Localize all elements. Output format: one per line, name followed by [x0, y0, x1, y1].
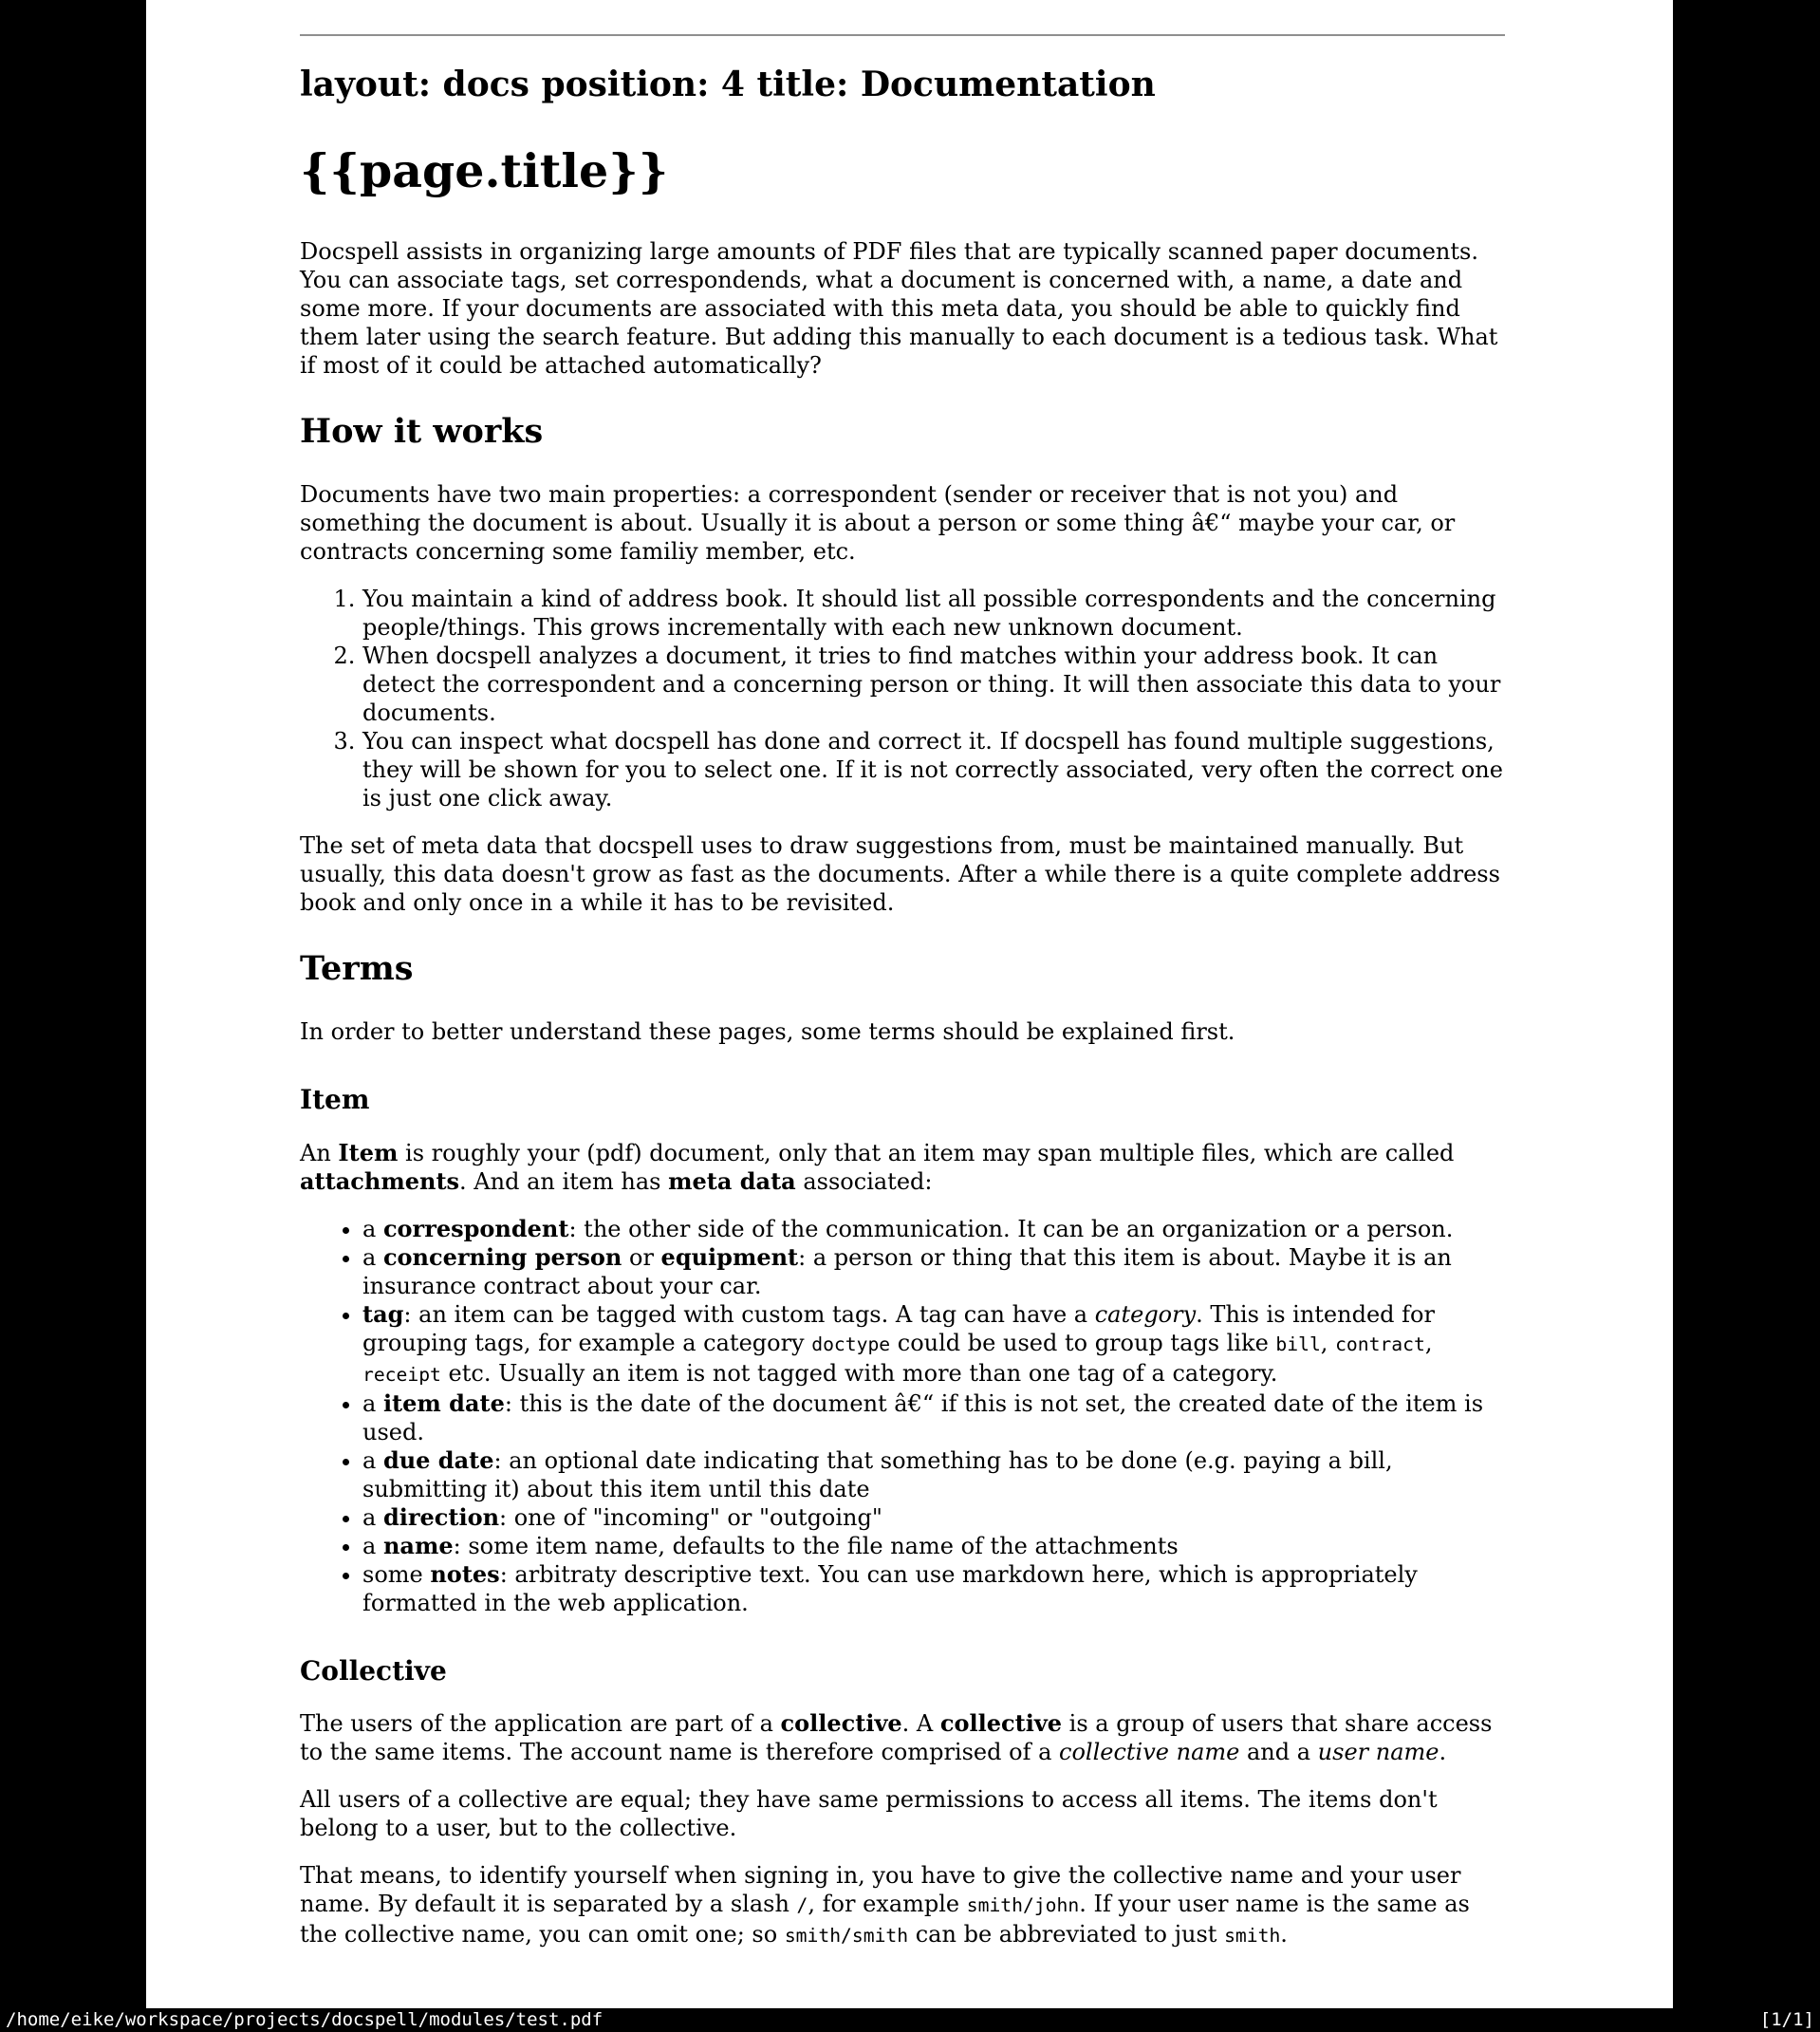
pdf-page — [146, 0, 1673, 2008]
list-item: 2. When docspell analyzes a document, it tries to find matches within your address book. It can detect the correspondent and a concerning person or thing. It will then associate this data to your documents. — [362, 642, 1505, 727]
list-item: 3. You can inspect what docspell has done and correct it. If docspell has found multiple suggestions, they will be shown for you to select one. If it is not correctly associated, very often the correct one is just one click away. — [362, 727, 1505, 812]
list-item: • a concerning person or equipment: a person or thing that this item is about. Maybe it is an insurance contract about your car. — [362, 1243, 1505, 1300]
italic-text: collective name — [1059, 1739, 1240, 1766]
bold-text: concerning person — [382, 1242, 622, 1271]
code-text: doctype — [811, 1333, 891, 1355]
bold-text: collective — [939, 1709, 1063, 1738]
page-title: {{page.title}} — [300, 143, 669, 199]
front-matter-title: layout: docs position: 4 title: Documentation — [300, 65, 1156, 104]
how-it-works-steps — [300, 585, 1505, 812]
subsection-heading-collective: Collective — [300, 1654, 447, 1687]
bold-text: item date — [382, 1389, 505, 1417]
intro-paragraph: Docspell assists in organizing large amounts of PDF files that are typically scanned paper documents. You can associate tags, set correspondends, what a document is concerned with, a name, a date and some more. If your documents are associated with this meta data, you should be able to quickly find them later using the search feature. But adding this manually to each document is a tedious task. What if most of it could be attached automatically? — [300, 237, 1498, 379]
code-text: smith/smith — [784, 1925, 909, 1948]
list-item: • a due date: an optional date indicating that something has to be done (e.g. paying a bill, submitting it) about this item until this date — [362, 1446, 1505, 1503]
list-item: 1. You maintain a kind of address book. It should list all possible correspondents and the concerning people/things. This grows incrementally with each new unknown document. — [362, 585, 1505, 642]
how-it-works-paragraph: Documents have two main properties: a correspondent (sender or receiver that is not you) and something the document is about. Usually it is about a person or some thing â€“ maybe your car, or contracts concerning some familiy member, etc. — [300, 480, 1456, 565]
italic-text: category — [1094, 1300, 1197, 1328]
front-matter-divider — [300, 34, 1505, 36]
list-item: • tag: an item can be tagged with custom tags. A tag can have a category. This is intended for grouping tags, for example a category doctype could be used to group tags like bill, contract, receipt etc. Usually an item is not tagged with more than one tag of a category. — [362, 1300, 1505, 1389]
code-text: contract — [1335, 1333, 1425, 1355]
collective-paragraph-3: That means, to identify yourself when signing in, you have to give the collective name and your user name. By default it is separated by a slash /, for example smith/john. If your user name is the same as the collective name, you can omit one; so smith/smith can be abbreviated to just smith. — [300, 1862, 1470, 1948]
bold-text: notes — [430, 1559, 500, 1588]
item-meta-data-list — [300, 1215, 1505, 1617]
terms-intro-paragraph: In order to better understand these pages, some terms should be explained first. — [300, 1017, 1235, 1045]
code-text: bill — [1275, 1333, 1321, 1355]
code-text: smith/john — [966, 1894, 1080, 1917]
bold-text: direction — [382, 1502, 500, 1531]
bold-text: Item — [338, 1138, 399, 1166]
bold-text: correspondent — [382, 1214, 569, 1242]
list-item: • some notes: arbitraty descriptive text. You can use markdown here, which is appropriately formatted in the web application. — [362, 1560, 1505, 1617]
code-text: / — [796, 1894, 808, 1917]
italic-text: user name — [1317, 1739, 1439, 1766]
bold-text: tag — [362, 1299, 404, 1328]
section-heading-how-it-works: How it works — [300, 411, 544, 451]
list-item: • a correspondent: the other side of the communication. It can be an organization or a person. — [362, 1215, 1505, 1243]
list-item: • a name: some item name, defaults to the file name of the attachments — [362, 1532, 1505, 1560]
code-text: smith — [1224, 1925, 1281, 1948]
collective-paragraph-1: The users of the application are part of a collective. A collective is a group of users that share access to the same items. The account name is therefore comprised of a collective name and a user name. — [300, 1709, 1493, 1766]
list-item: • a item date: this is the date of the document â€“ if this is not set, the created date of the item is used. — [362, 1389, 1505, 1446]
item-intro-paragraph: An Item is roughly your (pdf) document, only that an item may span multiple files, which are called attachments. And an item has meta data associated: — [300, 1138, 1455, 1195]
list-item: • a direction: one of "incoming" or "outgoing" — [362, 1503, 1505, 1532]
code-text: receipt — [362, 1363, 441, 1386]
bold-text: collective — [780, 1709, 902, 1738]
bold-text: due date — [382, 1445, 494, 1474]
document-content — [300, 34, 1505, 1950]
statusbar — [0, 2008, 1820, 2032]
bold-text: equipment — [660, 1242, 799, 1271]
bold-text: name — [382, 1531, 454, 1559]
section-heading-terms: Terms — [300, 948, 414, 988]
collective-paragraph-2: All users of a collective are equal; they have same permissions to access all items. The items don't belong to a user, but to the collective. — [300, 1786, 1438, 1842]
meta-data-paragraph: The set of meta data that docspell uses to draw suggestions from, must be maintained manually. But usually, this data doesn't grow as fast as the documents. After a while there is a quite complete address book and only once in a while it has to be revisited. — [300, 831, 1500, 916]
statusbar-file-path: /home/eike/workspace/projects/docspell/modules/test.pdf — [6, 2009, 604, 2030]
statusbar-page-indicator: [1/1] — [1759, 2009, 1814, 2030]
subsection-heading-item: Item — [300, 1083, 370, 1115]
bold-text: attachments — [300, 1166, 460, 1195]
bold-text: meta data — [668, 1166, 796, 1195]
